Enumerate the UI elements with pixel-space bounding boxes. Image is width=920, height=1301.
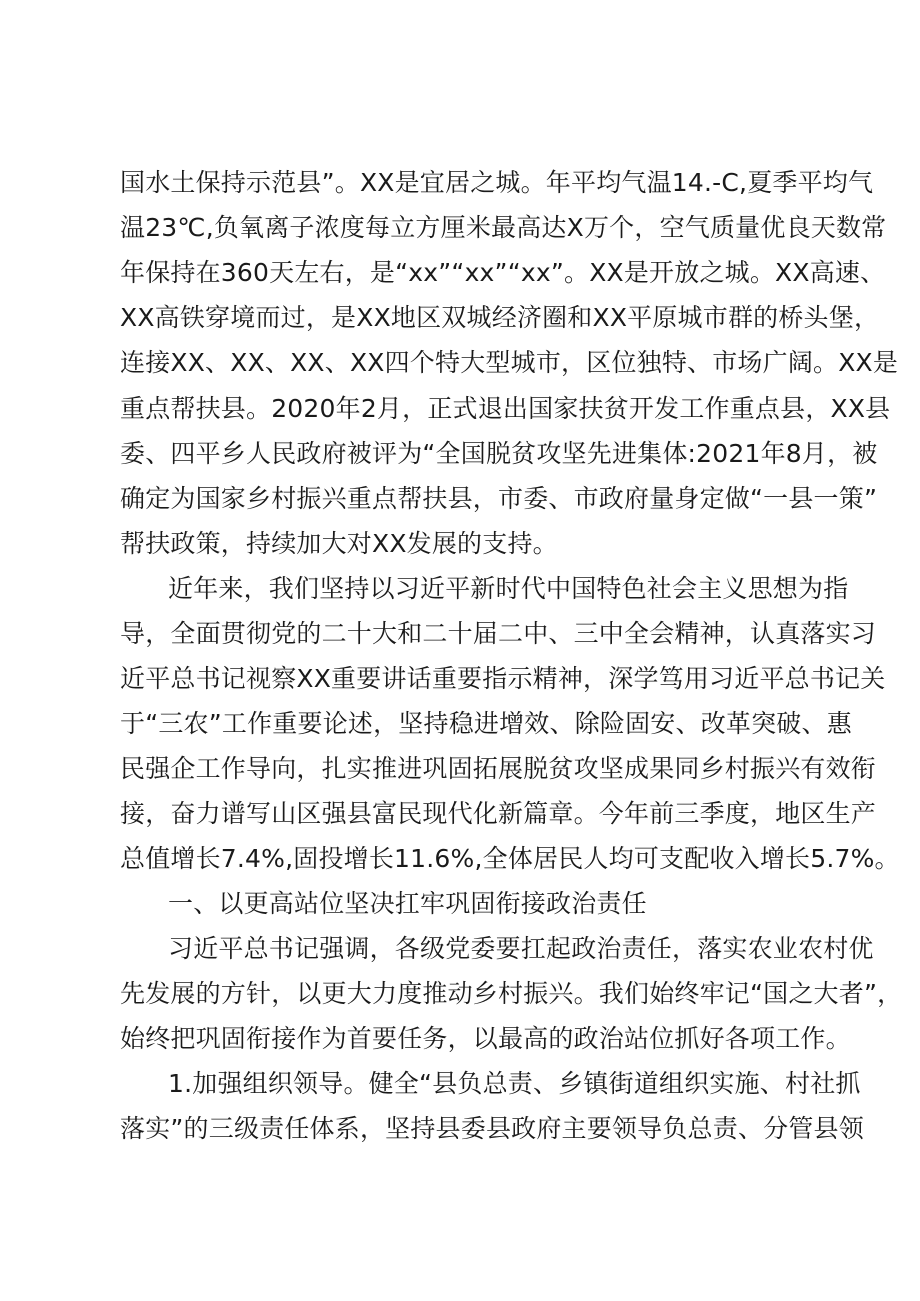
paragraph-line: 先发展的方针，以更大力度推动乡村振兴。我们始终牢记“国之大者”， [120, 979, 903, 1008]
paragraph-line: XX高铁穿境而过，是XX地区双城经济圈和XX平原城市群的桥头堡， [120, 303, 880, 332]
paragraph-line: 近平总书记视察XX重要讲话重要指示精神，深学笃用习近平总书记关 [120, 664, 886, 693]
paragraph-line: 始终把巩固衔接作为首要任务，以最高的政治站位抓好各项工作。 [120, 1024, 851, 1053]
paragraph-line: 1.加强组织领导。健全“县负总责、乡镇街道组织实施、村社抓 [168, 1069, 861, 1098]
paragraph-line: 接，奋力谱写山区强县富民现代化新篇章。今年前三季度，地区生产 [120, 799, 877, 828]
paragraph-line: 重点帮扶县。2020年2月，正式退出国家扶贫开发工作重点县，XX县 [120, 394, 891, 423]
paragraph-line: 于“三农”工作重要论述，坚持稳进增效、除险固安、改革突破、惠 [120, 709, 852, 738]
paragraph-line: 年保持在360天左右，是“xx”“xx”“xx”。XX是开放之城。XX高速、 [120, 258, 886, 287]
paragraph-line: 帮扶政策，持续加大对XX发展的支持。 [120, 529, 558, 558]
paragraph-line: 总值增长7.4%,固投增长11.6%,全体居民人均可支配收入增长5.7%。 [120, 844, 900, 873]
paragraph-line: 导，全面贯彻党的二十大和二十届二中、三中全会精神，认真落实习 [120, 619, 877, 648]
paragraph-line: 确定为国家乡村振兴重点帮扶县，市委、市政府量身定做“一县一策” [120, 484, 878, 513]
paragraph-line: 连接XX、XX、XX、XX四个特大型城市，区位独特、市场广阔。XX是 [120, 348, 899, 377]
paragraph-line: 近年来，我们坚持以习近平新时代中国特色社会主义思想为指 [168, 574, 849, 603]
paragraph-line: 委、四平乡人民政府被评为“全国脱贫攻坚先进集体:2021年8月，被 [120, 439, 878, 468]
paragraph-line: 习近平总书记强调，各级党委要扛起政治责任，落实农业农村优 [168, 934, 874, 963]
paragraph-line: 温23℃,负氧离子浓度每立方厘米最高达X万个，空气质量优良天数常 [120, 213, 887, 242]
section-heading: 一、以更高站位坚决扛牢巩固衔接政治责任 [168, 889, 647, 918]
paragraph-line: 落实”的三级责任体系，坚持县委县政府主要领导负总责、分管县领 [120, 1114, 864, 1143]
paragraph-line: 民强企工作导向，扎实推进巩固拓展脱贫攻坚成果同乡村振兴有效衔 [120, 754, 877, 783]
paragraph-line: 国水土保持示范县”。XX是宜居之城。年平均气温14.-C,夏季平均气 [120, 168, 874, 197]
